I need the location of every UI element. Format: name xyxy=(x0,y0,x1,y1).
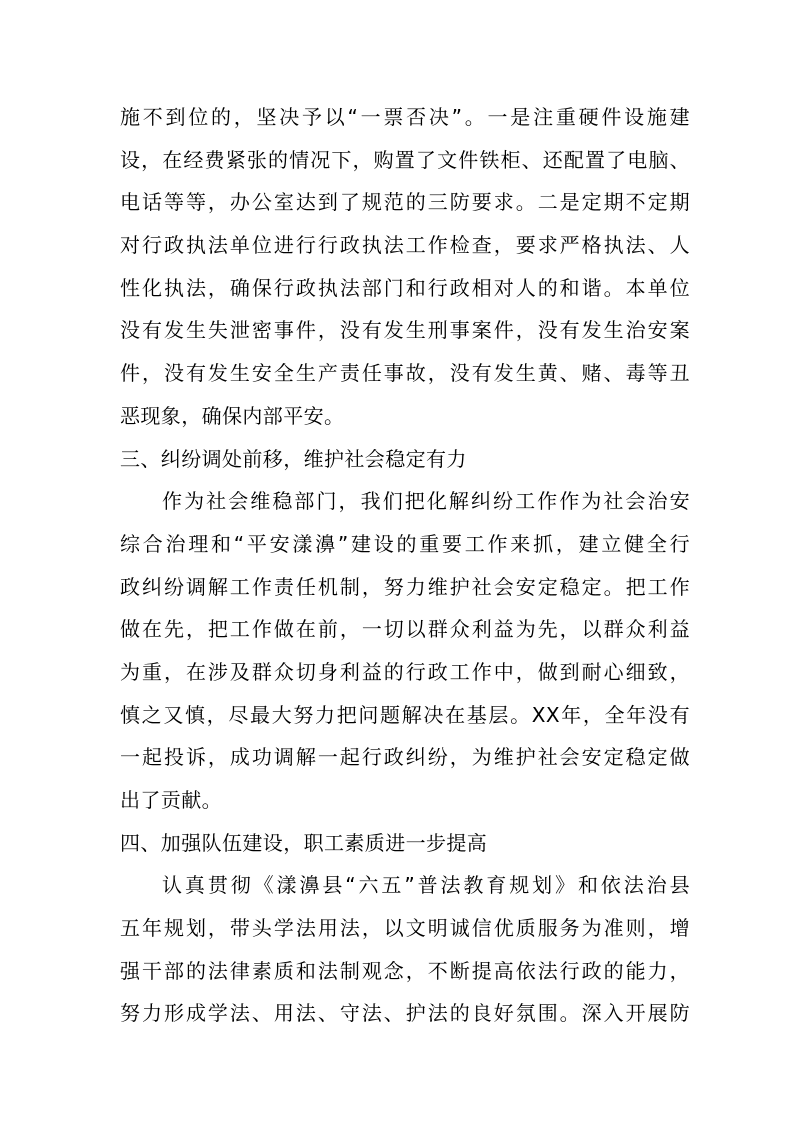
paragraph-line: 五年规划，带头学法用法，以文明诚信优质服务为准则，增 xyxy=(120,916,690,941)
paragraph-line: 作为社会维稳部门，我们把化解纠纷工作作为社会治安 xyxy=(162,489,690,514)
paragraph-line: 出了贡献。 xyxy=(120,788,222,812)
paragraph-line: 一起投诉，成功调解一起行政纠纷，为维护社会安定稳定做 xyxy=(120,745,690,770)
paragraph-line: 为重，在涉及群众切身利益的行政工作中，做到耐心细致， xyxy=(120,659,690,684)
paragraph-line: 综合治理和“平安漾濞”建设的重要工作来抓，建立健全行 xyxy=(120,531,690,556)
paragraph-line: 强干部的法律素质和法制观念，不断提高依法行政的能力， xyxy=(120,958,690,983)
paragraph-line: 努力形成学法、用法、守法、护法的良好氛围。深入开展防 xyxy=(120,1001,690,1026)
paragraph-line: 恶现象，确保内部平安。 xyxy=(120,403,345,428)
paragraph-line: 件，没有发生安全生产责任事故，没有发生黄、赌、毒等丑 xyxy=(120,361,690,386)
paragraph-line: 施不到位的，坚决予以“一票否决”。一是注重硬件设施建 xyxy=(120,105,690,129)
paragraph-line: 对行政执法单位进行行政执法工作检查，要求严格执法、人 xyxy=(120,233,690,258)
paragraph-line: 没有发生失泄密事件，没有发生刑事案件，没有发生治安案 xyxy=(120,318,690,343)
paragraph-line: 电话等等，办公室达到了规范的三防要求。二是定期不定期 xyxy=(120,190,690,215)
paragraph-line: 慎之又慎，尽最大努力把问题解决在基层。XX年，全年没有 xyxy=(120,702,690,727)
paragraph-line: 性化执法，确保行政执法部门和行政相对人的和谐。本单位 xyxy=(120,275,690,300)
paragraph-line: 设，在经费紧张的情况下，购置了文件铁柜、还配置了电脑、 xyxy=(120,147,690,172)
paragraph-line: 做在先，把工作做在前，一切以群众利益为先，以群众利益 xyxy=(120,617,690,642)
document-body xyxy=(120,96,690,1035)
paragraph-line: 认真贯彻《漾濞县“六五”普法教育规划》和依法治县 xyxy=(162,873,690,898)
paragraph-line: 政纠纷调解工作责任机制，努力维护社会安定稳定。把工作 xyxy=(120,574,690,599)
section-heading: 四、加强队伍建设，职工素质进一步提高 xyxy=(120,830,488,855)
section-heading: 三、纠纷调处前移，维护社会稳定有力 xyxy=(120,446,467,471)
